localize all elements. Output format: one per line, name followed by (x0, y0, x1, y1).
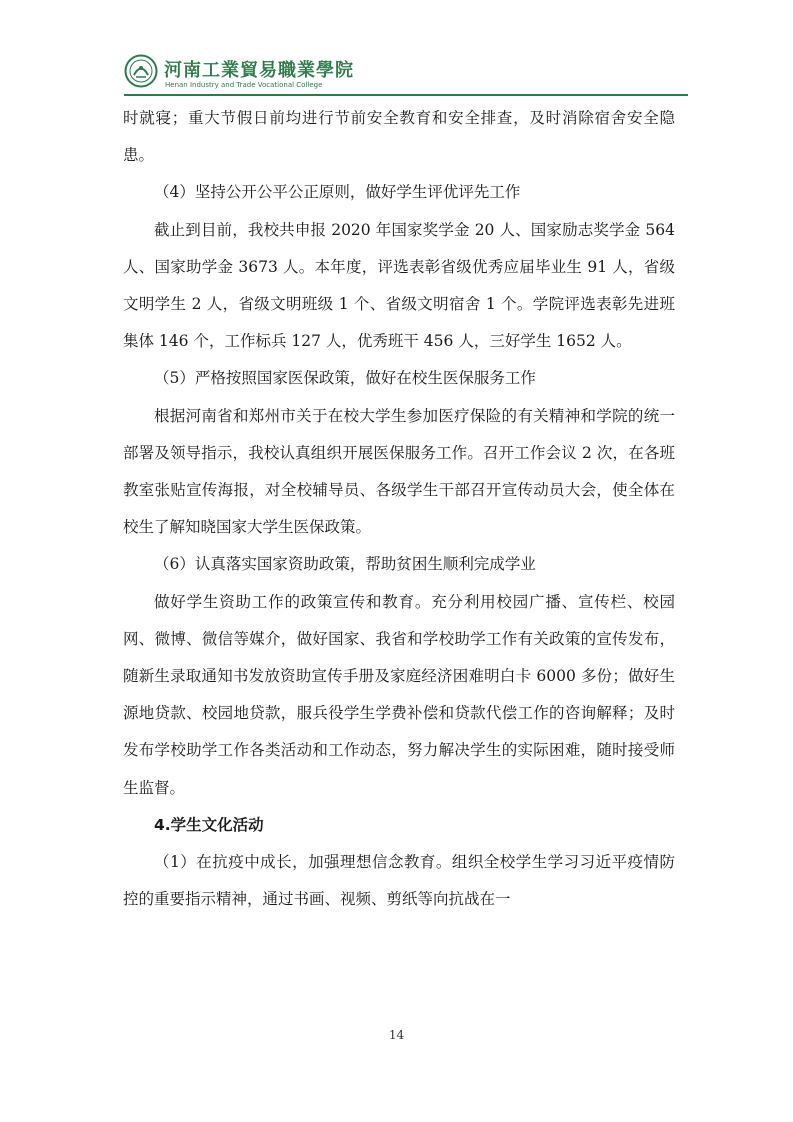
college-name-en: Henan Industry and Trade Vocational College (165, 81, 323, 89)
subheading-medical-insurance: （5）严格按照国家医保政策，做好在校生医保服务工作 (154, 369, 536, 388)
college-logo-icon (124, 54, 158, 88)
subheading-financial-aid: （6）认真落实国家资助政策，帮助贫困生顺利完成学业 (154, 555, 536, 574)
page-number: 14 (388, 1028, 405, 1042)
paragraph-awards: 截止到目前，我校共申报 2020 年国家奖学金 20 人、国家励志奖学金 564 人、国家助学金 3673 人。本年度，评选表彰省级优秀应届毕业生 91 人，省级文明学生 2 人，省级文明班级 1 个、省级文明宿舍 1 个。学院评选表彰先进班集体 146 个，工作标兵 127 人，优秀班干 456 人，三好学生 1652 人。 (123, 220, 675, 351)
document-body (123, 100, 675, 918)
paragraph-medical-insurance: 根据河南省和郑州市关于在校大学生参加医疗保险的有关精神和学院的统一部署及领导指示，我校认真组织开展医保服务工作。召开工作会议 2 次，在各班教室张贴宣传海报，对全校辅导员、各级学生干部召开宣传动员大会，使全体在校生了解知晓国家大学生医保政策。 (123, 406, 675, 537)
page-header (124, 54, 684, 94)
paragraph-dorm-safety: 时就寝；重大节假日前均进行节前安全教育和安全排查，及时消除宿舍安全隐患。 (123, 109, 675, 165)
college-name-cn: 河南工業貿易職業學院 (164, 60, 354, 81)
section-heading-cultural-activities: 4.学生文化活动 (154, 815, 264, 834)
header-divider (124, 94, 688, 96)
paragraph-cultural-activities: （1）在抗疫中成长，加强理想信念教育。组织全校学生学习习近平疫情防控的重要指示精神，通过书画、视频、剪纸等向抗战在一 (123, 853, 675, 909)
paragraph-financial-aid: 做好学生资助工作的政策宣传和教育。充分利用校园广播、宣传栏、校园网、微博、微信等媒介，做好国家、我省和学校助学工作有关政策的宣传发布，随新生录取通知书发放资助宣传手册及家庭经济困难明白卡 6000 多份；做好生源地贷款、校园地贷款，服兵役学生学费补偿和贷款代偿工作的咨询解释；及时发布学校助学工作各类活动和工作动态，努力解决学生的实际困难，随时接受师生监督。 (123, 592, 675, 797)
subheading-awards: （4）坚持公开公平公正原则，做好学生评优评先工作 (154, 183, 521, 202)
